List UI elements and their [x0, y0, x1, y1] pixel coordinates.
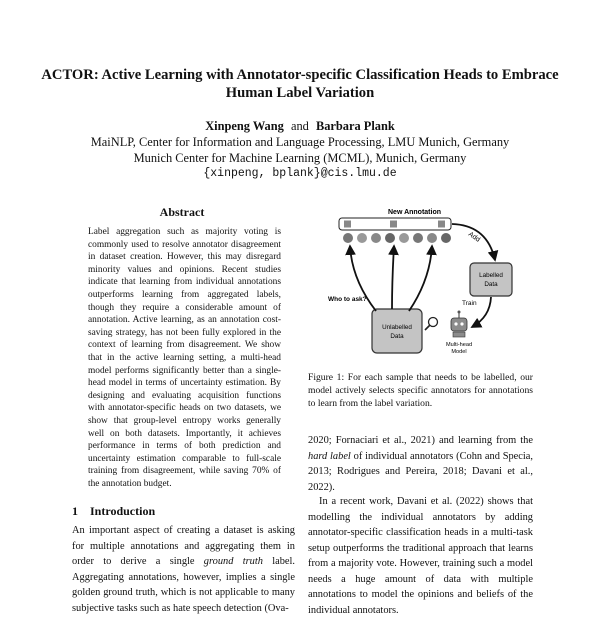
figure-caption: Figure 1: For each sample that needs to be labelled, our model actively selects specific annotators for annotations to learn from the label variation.: [308, 372, 533, 409]
author-block: [40, 118, 560, 182]
annotator-icon: [413, 233, 423, 243]
affiliation-2: Munich Center for Machine Learning (MCML), Munich, Germany: [133, 151, 467, 165]
section-title: Introduction: [90, 504, 156, 518]
abstract-text: Label aggregation such as majority voting is commonly used to resolve annotator disagreement in dataset creation. However, this may disregard minority values and opinions. Recent studies indicate that learning from individual annotations outperforms learning from aggregated labels, though they require a considerable amount of annotation. Active learning, as an annotation cost-saving strategy, has not been fully explored in the context of learning from disagreement. We show that in the active learning setting, a multi-head model performs significantly better than a single-head model in terms of uncertainty estimation. By designing and evaluating acquisition functions with annotator-specific heads on two datasets, we show that group-level entropy works generally well on both datasets. Importantly, it achieves performance in terms of both prediction and uncertainty estimation comparable to full-scale training from disagreement, while saving 70% of the annotation budget.: [88, 227, 281, 489]
annotator-avatars: [343, 233, 451, 243]
magnifier-icon: [425, 318, 438, 331]
section-number: 1: [72, 504, 78, 518]
annotator-icon: [427, 233, 437, 243]
checkbox-icon: [438, 221, 445, 228]
abstract-heading: Abstract: [159, 205, 205, 219]
author-2: Barbara Plank: [315, 119, 395, 133]
annotator-icon: [441, 233, 451, 243]
annotator-icon: [385, 233, 395, 243]
add-arrow: [452, 224, 495, 260]
unlabelled-data-label-1: Unlabelled: [382, 324, 412, 331]
right-text-b: of individual annotators (Cohn and Specia, 2013; Rodrigues and Pereira, 2018; Davani et al., 2022).: [308, 450, 533, 493]
multihead-label-2: Model: [451, 349, 467, 355]
annotator-icon: [343, 233, 353, 243]
unlabelled-data-box: [372, 309, 422, 353]
author-names: [40, 118, 560, 134]
right-column-paragraph-2: In a recent work, Davani et al. (2022) shows that modelling the individual annotators by adding annotator-specific classification heads in a multi-task setup outperforms the traditional approach that learns from a majority vote. However, training such a model needs a huge amount of data with multiple annotations to model the opinions and beliefs of the individual annotators.: [308, 496, 533, 616]
new-annotation-label: New Annotation: [388, 209, 442, 216]
add-label: Add: [466, 230, 482, 244]
author-1: Xinpeng Wang: [205, 119, 284, 133]
intro-text-a: An important aspect of creating a dataset is asking for multiple annotations and aggregating them in order to derive a single: [72, 525, 295, 567]
query-arrow: [409, 246, 432, 311]
labelled-data-box: [470, 263, 512, 296]
unlabelled-data-label-2: Data: [390, 333, 404, 340]
figure-1-diagram: [312, 205, 532, 370]
paper-title: ACTOR: Active Learning with Annotator-specific Classification Heads to Embrace Human Label Variation: [41, 67, 559, 101]
author-conjunction: and: [290, 119, 309, 133]
right-text-a: 2020; Fornaciari et al., 2021) and learning from the: [308, 435, 533, 446]
affiliation-1: MaiNLP, Center for Information and Language Processing, LMU Munich, Germany: [90, 135, 510, 149]
checkbox-icon: [344, 221, 351, 228]
train-label: Train: [462, 300, 477, 307]
annotator-icon: [357, 233, 367, 243]
query-arrow: [392, 246, 394, 309]
right-column-continuation: [308, 433, 533, 495]
checkbox-icon: [390, 221, 397, 228]
annotator-icon: [399, 233, 409, 243]
intro-emphasis: ground truth: [203, 556, 263, 567]
annotator-icon: [371, 233, 381, 243]
email: {xinpeng, bplank}@cis.lmu.de: [203, 167, 397, 180]
intro-paragraph: [72, 523, 295, 616]
who-to-ask-label: Who to ask?: [328, 296, 367, 303]
labelled-data-label-2: Data: [484, 281, 498, 288]
intro-text-b: label. Aggregating annotations, however, implies a single golden ground truth, which is not applicable to many subjective tasks such as hate speech detection (Ova-: [72, 556, 295, 614]
labelled-data-label-1: Labelled: [479, 272, 503, 279]
multihead-label-1: Multi-head: [445, 342, 473, 348]
section-heading-introduction: [72, 504, 155, 519]
robot-icon: [451, 311, 467, 338]
right-emphasis: hard label: [308, 450, 351, 462]
